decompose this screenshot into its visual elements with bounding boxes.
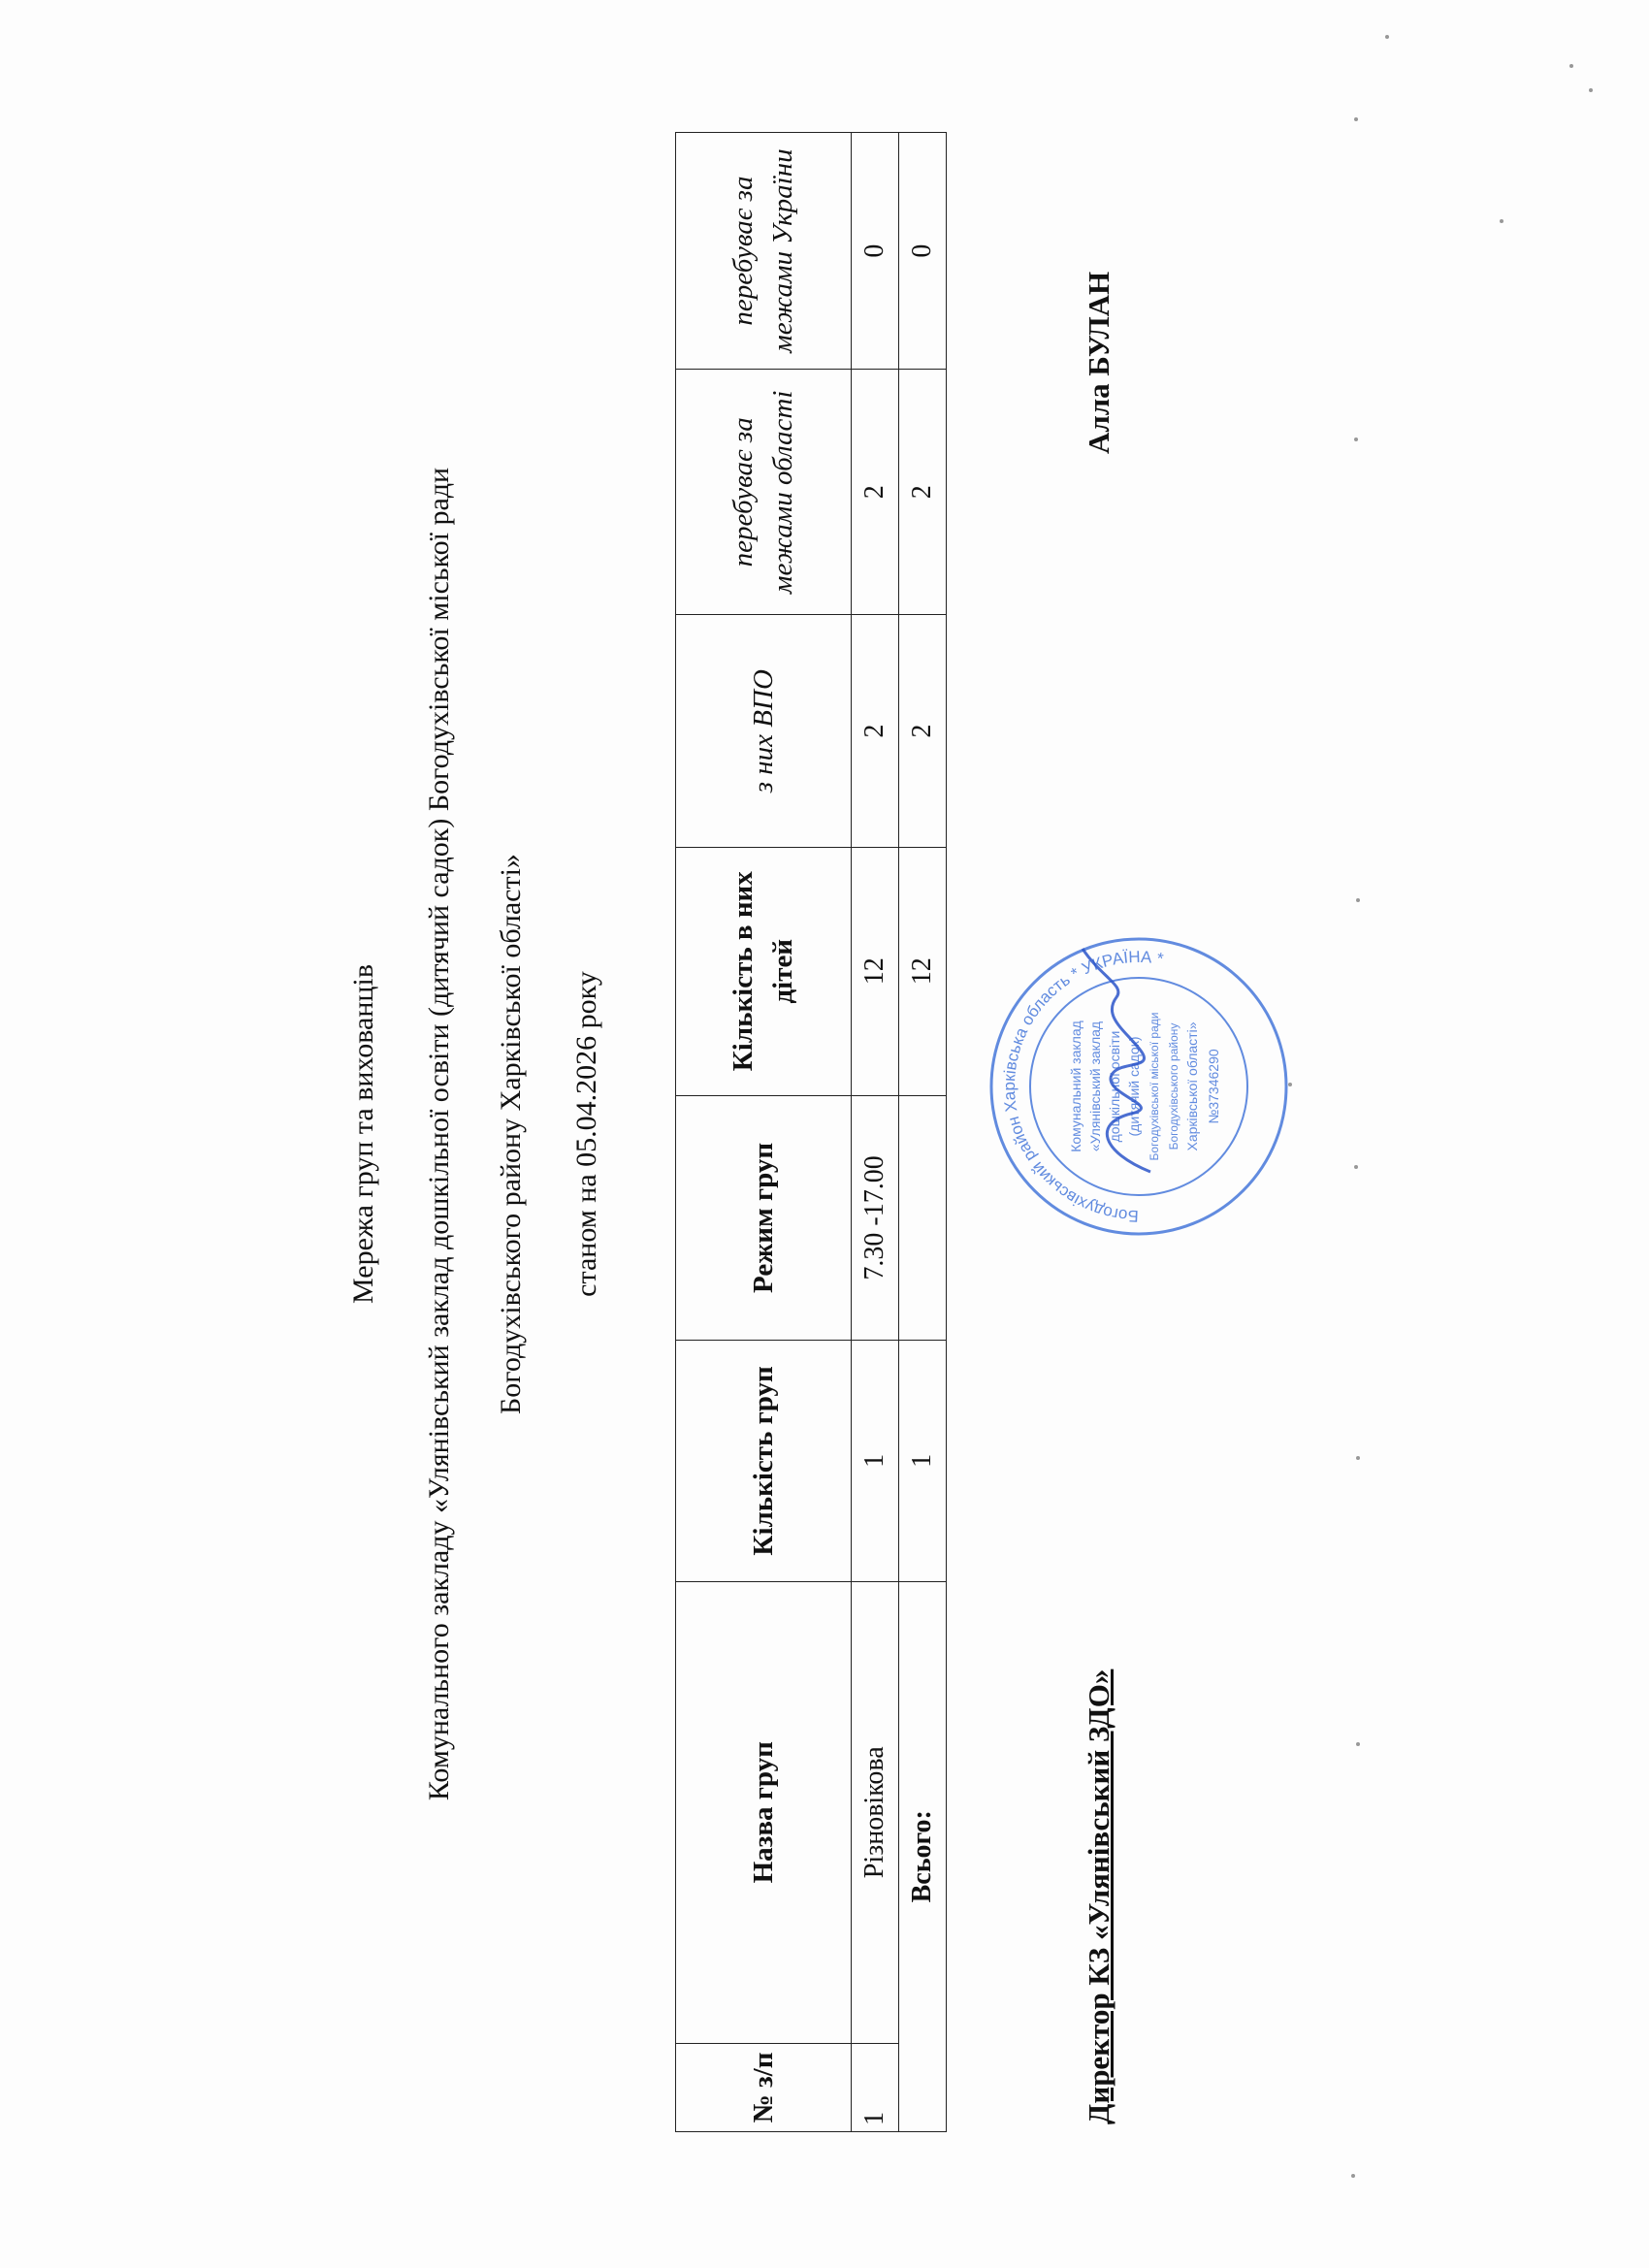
- stamp-line: дошкільної освіти: [1107, 1030, 1122, 1143]
- cell-name: Різновікова: [852, 1581, 899, 2043]
- header-groups-count: Кількість груп: [676, 1341, 852, 1581]
- total-abroad: 0: [899, 133, 947, 370]
- cell-num: 1: [852, 2043, 899, 2131]
- stamp-line: Комунальний заклад: [1068, 1021, 1083, 1152]
- document-title: Мережа груп та вихованців: [347, 964, 379, 1304]
- stamp-line: (дитячий садок): [1126, 1036, 1142, 1137]
- total-children: 12: [899, 847, 947, 1095]
- stamp-line: Богодухівської міської ради: [1148, 1012, 1161, 1161]
- director-position: Директор КЗ «Улянівський ЗДО»: [1082, 1669, 1116, 2124]
- stamp-line: №37346290: [1206, 1049, 1221, 1124]
- header-children: Кількість в них дітей: [676, 847, 852, 1095]
- cell-groups-count: 1: [852, 1341, 899, 1581]
- stamp-outer-text: Богодухівський район Харківська область * УКРАЇНА *: [999, 947, 1165, 1226]
- cell-vpo: 2: [852, 615, 899, 847]
- header-in-region: перебуває за межами області: [676, 370, 852, 615]
- cell-mode: 7.30 -17.00: [852, 1095, 899, 1341]
- total-label: Всього:: [899, 1581, 947, 2131]
- director-name: Алла БУЛАН: [1082, 271, 1116, 454]
- stamp-line: Харківської області»: [1184, 1021, 1200, 1151]
- header-vpo: з них ВПО: [676, 615, 852, 847]
- total-in-region: 2: [899, 370, 947, 615]
- stamp-line: «Улянівський заклад: [1087, 1021, 1103, 1152]
- total-vpo: 2: [899, 615, 947, 847]
- cell-children: 12: [852, 847, 899, 1095]
- institution-name-line2: Богодухівського району Харківської області»: [495, 854, 527, 1414]
- total-groups-count: 1: [899, 1341, 947, 1581]
- header-num: № з/п: [676, 2043, 852, 2131]
- document-date: станом на 05.04.2026 року: [570, 971, 602, 1297]
- header-mode: Режим груп: [676, 1095, 852, 1341]
- header-abroad: перебуває за межами України: [676, 133, 852, 370]
- cell-in-region: 2: [852, 370, 899, 615]
- cell-abroad: 0: [852, 133, 899, 370]
- institution-name-line1: Комунального закладу «Улянівський заклад дошкільної освіти (дитячий садок) Богодухівської міської ради: [423, 467, 455, 1801]
- stamp-line: Богодухівського району: [1167, 1022, 1180, 1150]
- header-name: Назва груп: [676, 1581, 852, 2043]
